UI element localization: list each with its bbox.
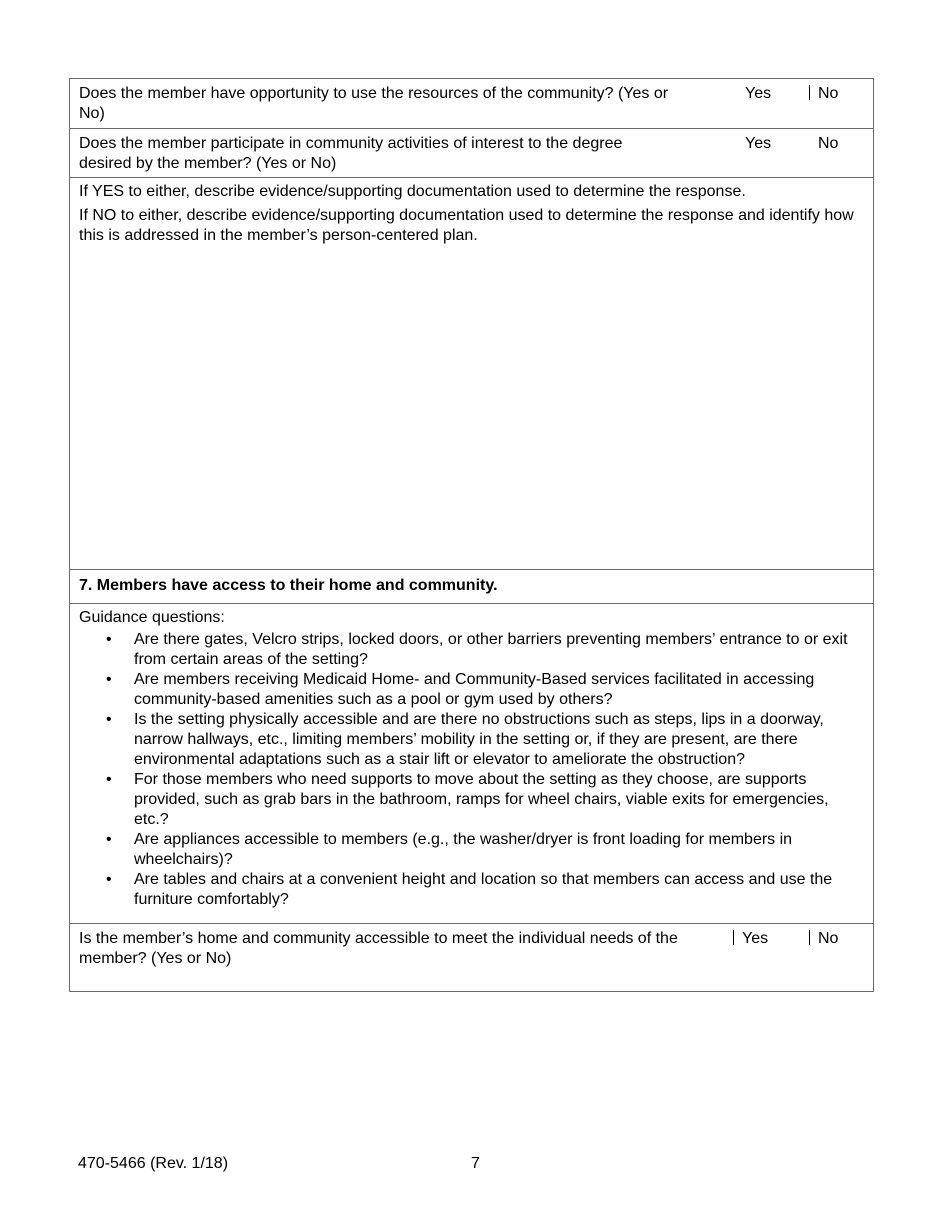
list-item: • Are members receiving Medicaid Home- and Community-Based services facilitated in accessing community-based amenities such as a pool or gym used by others?: [106, 671, 815, 708]
list-item: • Is the setting physically accessible and are there no obstructions such as steps, lips in a doorway, narrow hallways, etc., limiting members’ mobility in the setting or, if they are present, are there environmental adaptations such as a stair lift or elevator to ameliorate the obstruction?: [106, 711, 824, 768]
list-item: • Are tables and chairs at a convenient height and location so that members can access and use the furniture comfortably?: [106, 871, 833, 908]
page-number: 7: [471, 1155, 480, 1172]
no-option[interactable]: [809, 134, 838, 154]
bullet-icon: •: [106, 631, 112, 648]
no-label: No: [818, 135, 839, 152]
bullet-icon: •: [106, 871, 112, 888]
evidence-yes-instruction: If YES to either, describe evidence/supporting documentation used to determine the response.: [79, 183, 746, 200]
guidance-questions: [70, 604, 873, 924]
checkbox-mark: [733, 930, 734, 945]
no-label: No: [818, 930, 839, 947]
form-number: 470-5466 (Rev. 1/18): [78, 1155, 229, 1172]
question-text: Is the member’s home and community accessible to meet the individual needs of the member? (Yes or No): [79, 930, 678, 967]
no-label: No: [818, 85, 839, 102]
yes-label: Yes: [742, 930, 769, 947]
checkbox-mark: [809, 85, 810, 100]
question-community-resources: [70, 79, 873, 129]
no-option[interactable]: [809, 84, 838, 104]
checkbox-mark: [809, 930, 810, 945]
evidence-no-instruction: If NO to either, describe evidence/supporting documentation used to determine the response and identify how this is addressed in the member’s person-centered plan.: [79, 207, 854, 244]
question-text: Does the member participate in community activities of interest to the degree desired by the member? (Yes or No): [79, 135, 623, 172]
yes-option[interactable]: [745, 134, 771, 154]
question-community-activities: [70, 129, 873, 178]
bullet-icon: •: [106, 711, 112, 728]
evidence-response-area[interactable]: [70, 178, 873, 570]
question-text: Does the member have opportunity to use the resources of the community? (Yes or No): [79, 85, 669, 122]
no-option[interactable]: [809, 929, 838, 949]
bullet-icon: •: [106, 671, 112, 688]
assessment-form: [69, 78, 874, 992]
question-home-accessible: [70, 924, 873, 991]
list-item: • Are appliances accessible to members (e.g., the washer/dryer is front loading for members in wheelchairs)?: [106, 831, 793, 868]
yes-label: Yes: [745, 135, 772, 152]
yes-option[interactable]: [733, 929, 768, 949]
list-item: • Are there gates, Velcro strips, locked doors, or other barriers preventing members’ entrance to or exit from certain areas of the setting?: [106, 631, 848, 668]
list-item: • For those members who need supports to move about the setting as they choose, are supports provided, such as grab bars in the bathroom, ramps for wheel chairs, viable exits for emergencies, etc.?: [106, 771, 829, 828]
bullet-icon: •: [106, 771, 112, 788]
guidance-list: [79, 630, 864, 910]
yes-option[interactable]: [745, 84, 771, 104]
guidance-label: Guidance questions:: [79, 609, 225, 626]
bullet-icon: •: [106, 831, 112, 848]
section-7-heading: 7. Members have access to their home and community.: [70, 570, 873, 604]
yes-label: Yes: [745, 85, 772, 102]
